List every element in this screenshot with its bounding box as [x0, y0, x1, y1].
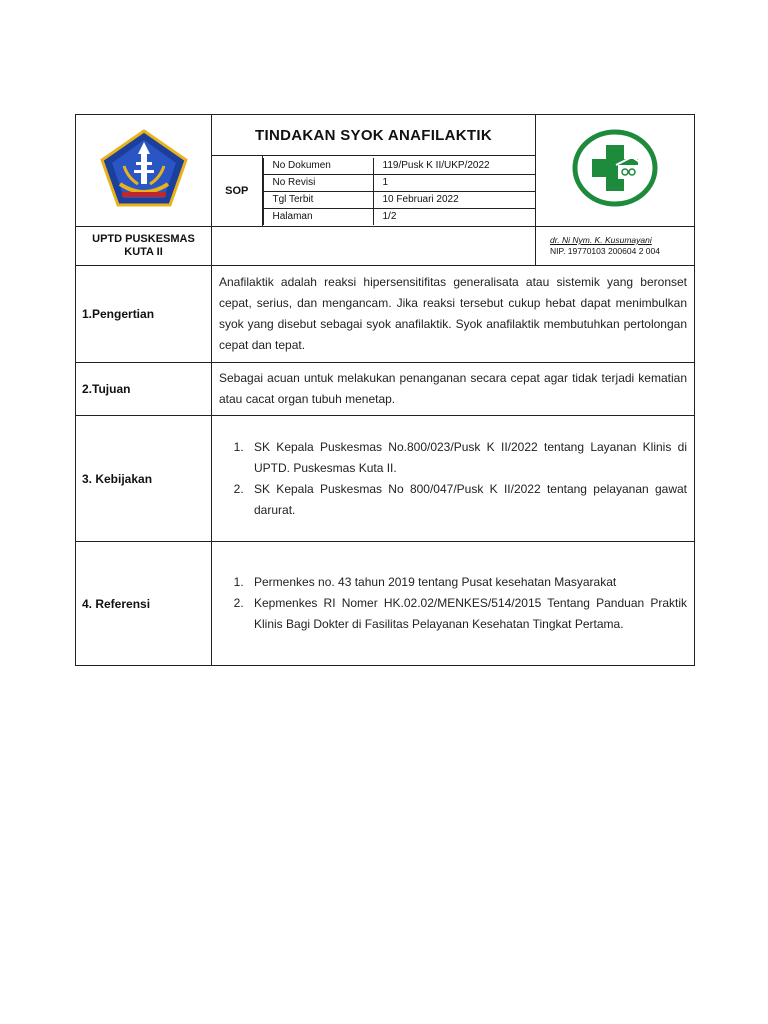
meta-key: Tgl Terbit — [263, 191, 373, 208]
meta-value: 1 — [373, 174, 536, 191]
sop-document — [75, 114, 694, 666]
regional-emblem-cell — [76, 115, 212, 227]
signature-cell — [536, 227, 695, 266]
meta-key: Halaman — [263, 208, 373, 225]
unit-name-line1: UPTD PUSKESMAS — [92, 233, 195, 245]
meta-value: 1/2 — [373, 208, 536, 225]
list-item: 2. SK Kepala Puskesmas No 800/047/Pusk K II/2022 tentang pelayanan gawat darurat. — [247, 479, 687, 521]
referensi-list — [219, 572, 687, 635]
meta-value: 119/Pusk K II/UKP/2022 — [373, 158, 536, 175]
list-item: 2. Kepmenkes RI Nomer HK.02.02/MENKES/514/2015 Tentang Panduan Praktik Klinis Bagi Dokter di Fasilitas Pelayanan Kesehatan Tingkat Pertama. — [247, 593, 687, 635]
meta-row-no-dokumen — [263, 158, 536, 175]
empty-cell — [212, 227, 536, 266]
section-text-tujuan: Sebagai acuan untuk melakukan penanganan secara cepat agar tidak terjadi kematian atau cacat organ tubuh menetap. — [212, 363, 695, 416]
signer-nip: NIP. 19770103 200604 2 004 — [550, 246, 660, 256]
meta-value: 10 Februari 2022 — [373, 191, 536, 208]
sop-table — [75, 114, 695, 666]
sop-label: SOP — [212, 156, 262, 226]
document-meta-table — [263, 158, 537, 225]
list-item: 1. Permenkes no. 43 tahun 2019 tentang Pusat kesehatan Masyarakat — [247, 572, 687, 593]
unit-name-cell — [76, 227, 212, 266]
section-label-kebijakan: 3. Kebijakan — [76, 416, 212, 542]
document-title: TINDAKAN SYOK ANAFILAKTIK — [212, 115, 535, 156]
section-label-referensi: 4. Referensi — [76, 542, 212, 666]
section-text-pengertian: Anafilaktik adalah reaksi hipersensitifitas generalisata atau sistemik yang beronset cepat, serius, dan mengancam. Jika reaksi tersebut cukup hebat dapat menimbulkan syok yang disebut sebagai syok anafilaktik. Syok anafilaktik membutuhkan pertolongan cepat dan tepat. — [212, 266, 695, 363]
meta-table-cell — [262, 156, 536, 226]
kebijakan-list — [219, 437, 687, 521]
meta-key: No Revisi — [263, 174, 373, 191]
meta-row-tgl-terbit — [263, 191, 536, 208]
title-block — [212, 115, 536, 227]
puskesmas-logo-icon — [572, 129, 658, 207]
meta-block — [212, 156, 536, 226]
meta-row-no-revisi — [263, 174, 536, 191]
list-item: 1. SK Kepala Puskesmas No.800/023/Pusk K II/2022 tentang Layanan Klinis di UPTD. Puskesmas Kuta II. — [247, 437, 687, 479]
puskesmas-logo-cell — [536, 115, 695, 227]
meta-row-halaman — [263, 208, 536, 225]
regional-emblem-icon — [98, 128, 190, 208]
signer-name: dr. Ni Nym. K. Kusumayani — [550, 235, 652, 245]
section-body-referensi — [212, 542, 695, 666]
unit-name-line2: KUTA II — [124, 246, 163, 258]
section-body-kebijakan — [212, 416, 695, 542]
meta-key: No Dokumen — [263, 158, 373, 175]
section-label-tujuan: 2.Tujuan — [76, 363, 212, 416]
section-label-pengertian: 1.Pengertian — [76, 266, 212, 363]
